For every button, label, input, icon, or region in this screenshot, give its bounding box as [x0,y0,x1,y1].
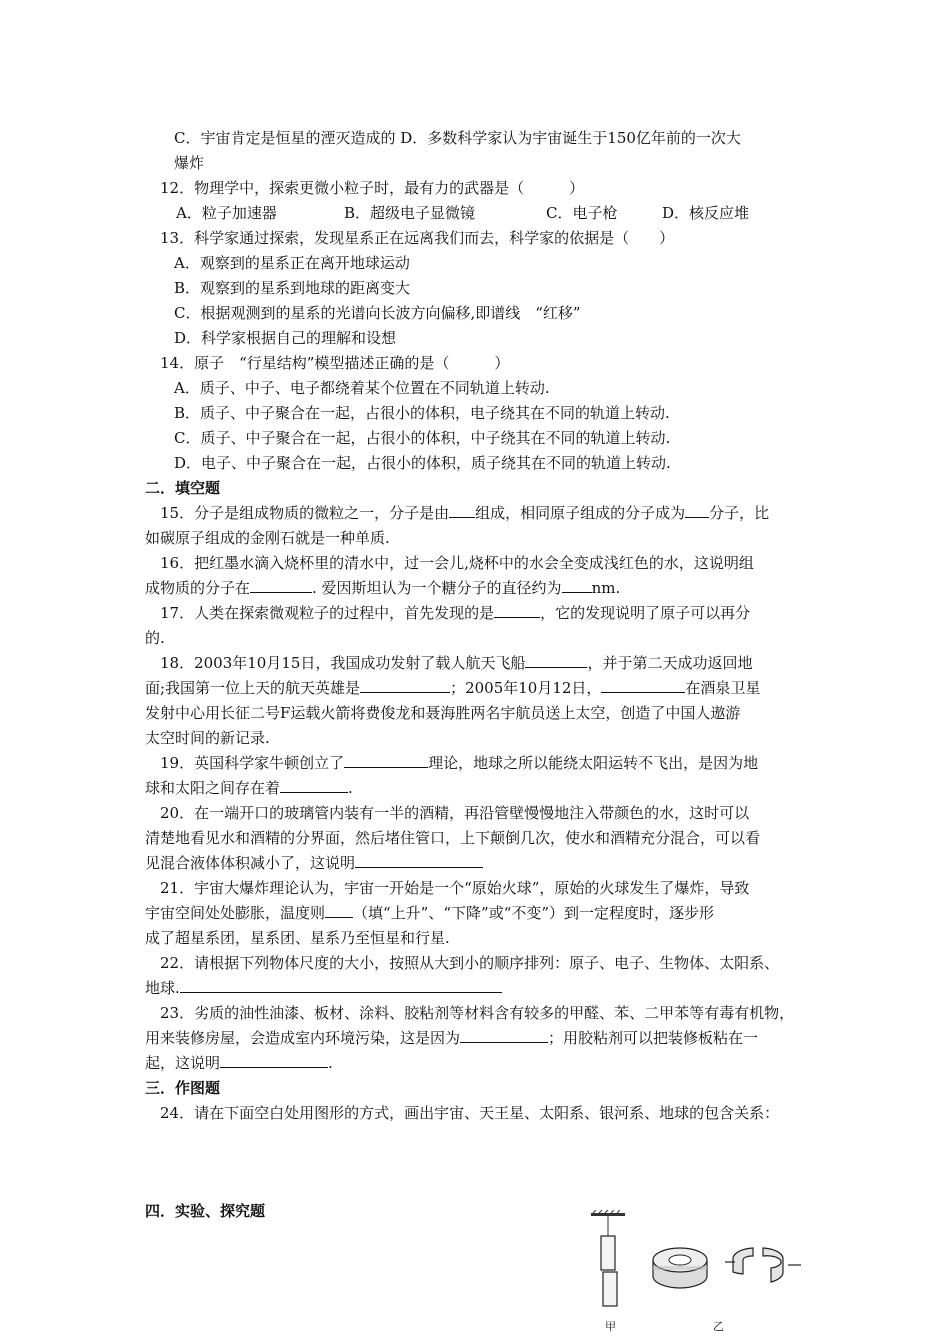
q21-line-3: 成了超星系团，星系团、星系乃至恒星和行星. [145,929,450,947]
q13-stem: 13．科学家通过探索，发现星系正在远离我们而去，科学家的依据是（ ） [160,229,675,247]
q16-text-1: 成物质的分子在 [145,579,251,597]
q19-text-4: . [348,779,353,797]
lower-bar-magnet [603,1272,617,1306]
q19-blank-2[interactable] [280,778,348,793]
q17-text-2: ，它的发现说明了原子可以再分 [540,604,751,622]
q16-text-2: . 爱因斯坦认为一个糖分子的直径约为 [312,579,562,597]
q14-option-a: A．质子、中子、电子都绕着某个位置在不同轨道上转动. [174,379,550,397]
q20-line-2: 清楚地看见水和酒精的分界面，然后堵住管口，上下颠倒几次，使水和酒精充分混合，可以看 [145,829,761,847]
q21-blank-1[interactable] [325,903,353,918]
q18-blank-2[interactable] [360,678,450,693]
q18-text-4: ；2005年10月12日， [450,679,602,697]
q20-blank-1[interactable] [355,853,483,868]
figure-label-left: 甲 [605,1320,616,1333]
q16-blank-1[interactable] [250,578,312,593]
q19-line-2 [145,778,353,798]
q14-stem: 14．原子 “行星结构”模型描述正确的是（ ） [160,354,510,372]
section-experiment-heading: 四．实验、探究题 [145,1202,266,1220]
q23-text-1: 用来装修房屋，会造成室内环境污染，这是因为 [145,1029,461,1047]
q15-text-3: 分子，比 [709,504,770,522]
q18-text-3: 面;我国第一位上天的航天英雄是 [145,679,361,697]
q12-stem: 12．物理学中，探索更微小粒子时，最有力的武器是（ ） [160,179,585,197]
q18-line-2 [145,678,760,698]
q12-option-c: C．电子枪 [546,204,618,222]
q23-line-3 [145,1053,333,1073]
q18-text-5: 在酒泉卫星 [685,679,761,697]
q23-text-4: . [328,1054,333,1072]
q15-text-1: 15．分子是组成物质的微粒之一，分子是由 [160,504,450,522]
q13-option-a: A．观察到的星系正在离开地球运动 [174,254,410,272]
q15-line-2: 如碳原子组成的金刚石就是一种单质. [145,529,390,547]
q12-option-d: D．核反应堆 [662,204,750,222]
q22-text-1: 地球. [145,979,180,997]
q15-blank-2[interactable] [685,503,709,518]
q17-line-2: 的. [145,629,165,647]
q18-text-2: ，并于第二天成功返回地 [587,654,753,672]
q23-text-3: 起，这说明 [145,1054,221,1072]
q23-line-2 [145,1028,758,1048]
magnet-figure-svg [585,1210,815,1335]
q11-option-c-d: C．宇宙肯定是恒星的湮灭造成的 D．多数科学家认为宇宙诞生于150亿年前的一次大 [174,129,741,147]
q17-blank-1[interactable] [494,603,540,618]
section-drawing-heading: 三．作图题 [145,1079,221,1097]
q11-option-d-cont: 爆炸 [174,154,205,172]
figure-label-right: 乙 [713,1320,724,1333]
q17-line-1 [160,603,750,623]
q13-option-c: C．根据观测到的星系的光谱向长波方向偏移,即谱线 “红移” [174,304,581,322]
q13-option-d: D．科学家根据自己的理解和设想 [174,329,397,347]
q22-blank-1[interactable] [180,978,502,993]
ceiling-support [591,1210,625,1236]
q18-text-1: 18．2003年10月15日，我国成功发射了载人航天飞船 [160,654,526,672]
q18-line-3: 发射中心用长征二号F运载火箭将费俊龙和聂海胜两名宇航员送上太空，创造了中国人遨游 [145,704,741,722]
q12-option-b: B．超级电子显微镜 [344,204,476,222]
q16-text-3: nm. [591,579,621,597]
q22-line-2 [145,978,502,998]
q18-line-1 [160,653,752,673]
q19-text-3: 球和太阳之间存在着 [145,779,281,797]
q15-blank-1[interactable] [449,503,475,518]
section-fill-in-heading: 二．填空题 [145,479,221,497]
q18-blank-1[interactable] [525,653,587,668]
q20-line-3 [145,853,483,873]
q16-line-2 [145,578,620,598]
q19-line-1 [160,753,758,773]
q17-text-1: 17．人类在探索微观粒子的过程中，首先发现的是 [160,604,495,622]
q20-line-1: 20．在一端开口的玻璃管内装有一半的酒精，再沿管壁慢慢地注入带颜色的水，这时可以 [160,804,750,822]
q23-blank-1[interactable] [460,1028,548,1043]
q23-blank-2[interactable] [220,1053,328,1068]
q18-line-4: 太空时间的新记录. [145,729,270,747]
q23-text-2: ；用胶粘剂可以把装修板粘在一 [548,1029,759,1047]
q20-text-1: 见混合液体体积减小了，这说明 [145,854,356,872]
q21-line-2 [145,903,714,923]
q15-line-1 [160,503,769,523]
upper-bar-magnet [601,1236,615,1270]
q13-option-b: B．观察到的星系到地球的距离变大 [174,279,411,297]
q22-line-1: 22．请根据下列物体尺度的大小，按照从大到小的顺序排列：原子、电子、生物体、太阳系、 [160,954,780,972]
q23-line-1: 23．劣质的油性油漆、板材、涂料、胶粘剂等材料含有较多的甲醛、苯、二甲苯等有毒有机物， [160,1004,795,1022]
q18-blank-3[interactable] [601,678,685,693]
q15-text-2: 组成，相同原子组成的分子成为 [475,504,686,522]
q12-option-a: A．粒子加速器 [176,204,277,222]
q19-text-2: 理论，地球之所以能绕太阳运转不飞出，是因为地 [428,754,759,772]
broken-ring-magnet [725,1248,801,1282]
q16-line-1: 16．把红墨水滴入烧杯里的清水中，过一会儿,烧杯中的水会全变成浅红色的水，这说明组 [160,554,754,572]
magnet-figure [585,1210,815,1335]
q24-stem: 24．请在下面空白处用图形的方式，画出宇宙、天王星、太阳系、银河系、地球的包含关系： [160,1104,780,1122]
q19-text-1: 19．英国科学家牛顿创立了 [160,754,345,772]
q14-option-c: C．质子、中子聚合在一起，占很小的体积，中子绕其在不同的轨道上转动. [174,429,671,447]
q14-option-b: B．质子、中子聚合在一起，占很小的体积，电子绕其在不同的轨道上转动. [174,404,670,422]
ring-magnet [653,1248,707,1288]
q16-blank-2[interactable] [562,578,592,593]
q21-text-2: （填“上升”、“下降”或“不变”）到一定程度时，逐步形 [353,904,715,922]
q21-text-1: 宇宙空间处处膨胀，温度则 [145,904,326,922]
q19-blank-1[interactable] [344,753,428,768]
q14-option-d: D．电子、中子聚合在一起，占很小的体积，质子绕其在不同的轨道上转动. [174,454,671,472]
q21-line-1: 21．宇宙大爆炸理论认为，宇宙一开始是一个“原始火球”，原始的火球发生了爆炸，导致 [160,879,750,897]
